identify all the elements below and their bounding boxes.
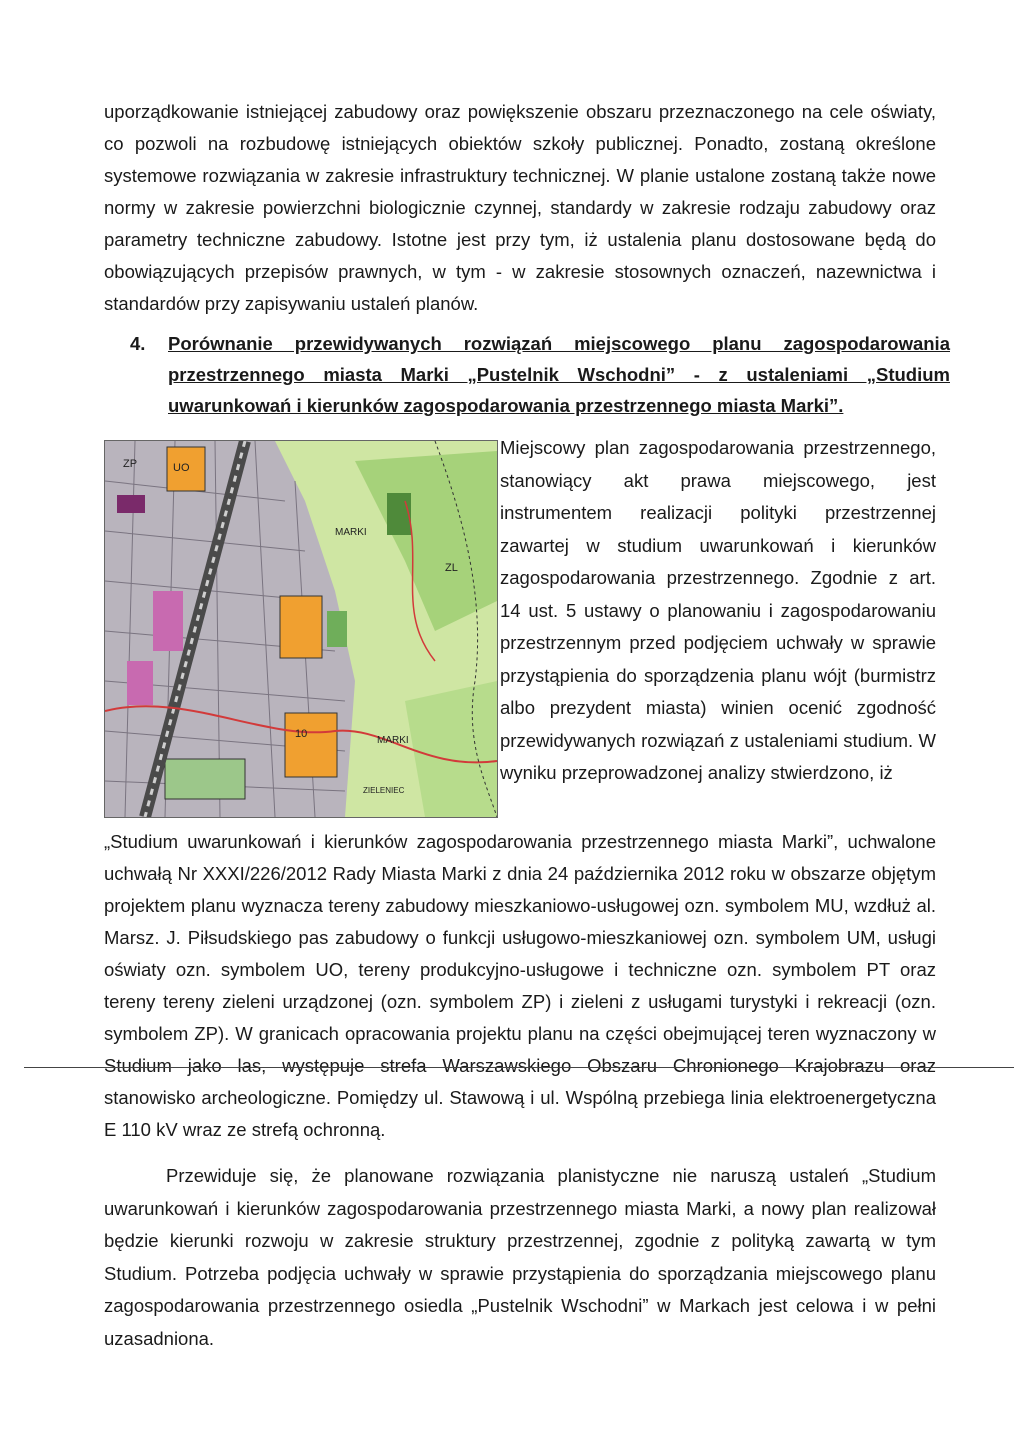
paragraph-study: „Studium uwarunkowań i kierunków zagospodarowania przestrzennego miasta Marki”, uchwalone uchwałą Nr XXXI/226/2012 Rady Miasta Marki z dnia 24 października 2012 roku w obszarze objętym projektem planu wyznacza tereny zabudowy mieszkaniowo-usługowej ozn. symbolem MU, wzdłuż al. Marsz. J. Piłsudskiego pas zabudowy o funkcji usługowo-mieszkaniowej ozn. symbolem UM, usługi oświaty ozn. symbolem UO, tereny produkcyjno-usługowe i techniczne ozn. symbolem PT oraz tereny tereny zieleni urządzonej (ozn. symbolem ZP) i zieleni z usługami turystyki i rekreacji (ozn. symbolem ZP). W granicach opracowania projektu planu na części obejmującej teren wyznaczony w Studium jako las, występuje strefa Warszawskiego Obszaru Chronionego Krajobrazu oraz stanowisko archeologiczne. Pomiędzy ul. Stawową i ul. Wspólną przebiega linia elektroenergetyczna E 110 kV wraz ze strefą ochronną. [104, 831, 936, 1140]
paragraph-intro: uporządkowanie istniejącej zabudowy oraz powiększenie obszaru przeznaczonego na cele oświaty, co pozwoli na rozbudowę istniejących obiektów szkoły publicznej. Ponadto, zostaną określone systemowe rozwiązania w zakresie infrastruktury technicznej. W planie ustalone zostaną także nowe normy w zakresie powierzchni biologicznie czynnej, standardy w zakresie rodzaju zabudowy oraz parametry techniczne zabudowy. Istotne jest przy tym, iż ustalenia planu dostosowane będą do obowiązujących przepisów prawnych, w tym - w zakresie stosownych oznaczeń, nazewnictwa i standardów przy zapisywaniu ustaleń planów. [104, 101, 936, 314]
map-label-10: 10 [295, 728, 308, 740]
map-education-zone-3 [285, 713, 337, 777]
map-services-zone-1 [117, 495, 145, 513]
study-map-image [104, 440, 498, 818]
map-green-strip-3 [387, 493, 411, 535]
map-services-zone-2 [153, 591, 183, 651]
strike-through-line [24, 1067, 1014, 1068]
map-green-strip-1 [327, 611, 347, 647]
section-title: Porównanie przewidywanych rozwiązań miejscowego planu zagospodarowania przestrzennego miasta Marki „Pustelnik Wschodni” - z ustaleniami „Studium uwarunkowań i kierunków zagospodarowania przestrzennego miasta Marki”. [168, 333, 950, 416]
map-label-marki-1: MARKI [335, 527, 367, 538]
map-label-zp: ZP [123, 458, 138, 470]
side-paragraph: Miejscowy plan zagospodarowania przestrzennego, stanowiący akt prawa miejscowego, jest instrumentem realizacji polityki przestrzennej zawartej w studium uwarunkowań i kierunków zagospodarowania przestrzennego. Zgodnie z art. 14 ust. 5 ustawy o planowaniu i zagospodarowaniu przestrzennym przed podjęciem uchwały w sprawie przystąpienia do sporządzenia planu wójt (burmistrz albo prezydent miasta) winien ocenić zgodność przewidywanych rozwiązań z ustaleniami studium. W wyniku przeprowadzonej analizy stwierdzono, iż [500, 437, 936, 783]
paragraph-conclusion: Przewiduje się, że planowane rozwiązania planistyczne nie naruszą ustaleń „Studium uwarunkowań i kierunków zagospodarowania przestrzennego miasta Marki, a nowy plan realizował będzie kierunki rozwoju w zakresie struktury przestrzennej, zgodnie z polityką zawartą w tym Studium. Potrzeba podjęcia uchwały w sprawie przystąpienia do sporządzania miejscowego planu zagospodarowania przestrzennego osiedla „Pustelnik Wschodni” w Markach jest celowa i w pełni uzasadniona. [104, 1165, 936, 1349]
section-heading [130, 328, 950, 421]
map-education-zone-2 [280, 596, 322, 658]
section-number: 4. [130, 333, 146, 354]
map-graphic [105, 441, 497, 817]
map-services-zone-3 [127, 661, 153, 705]
map-label-zl: ZL [445, 562, 458, 574]
map-label-zieleniec: ZIELENIEC [363, 786, 405, 795]
map-label-marki-2: MARKI [377, 735, 409, 746]
map-label-uo: UO [173, 462, 190, 474]
map-green-strip-2 [165, 759, 245, 799]
